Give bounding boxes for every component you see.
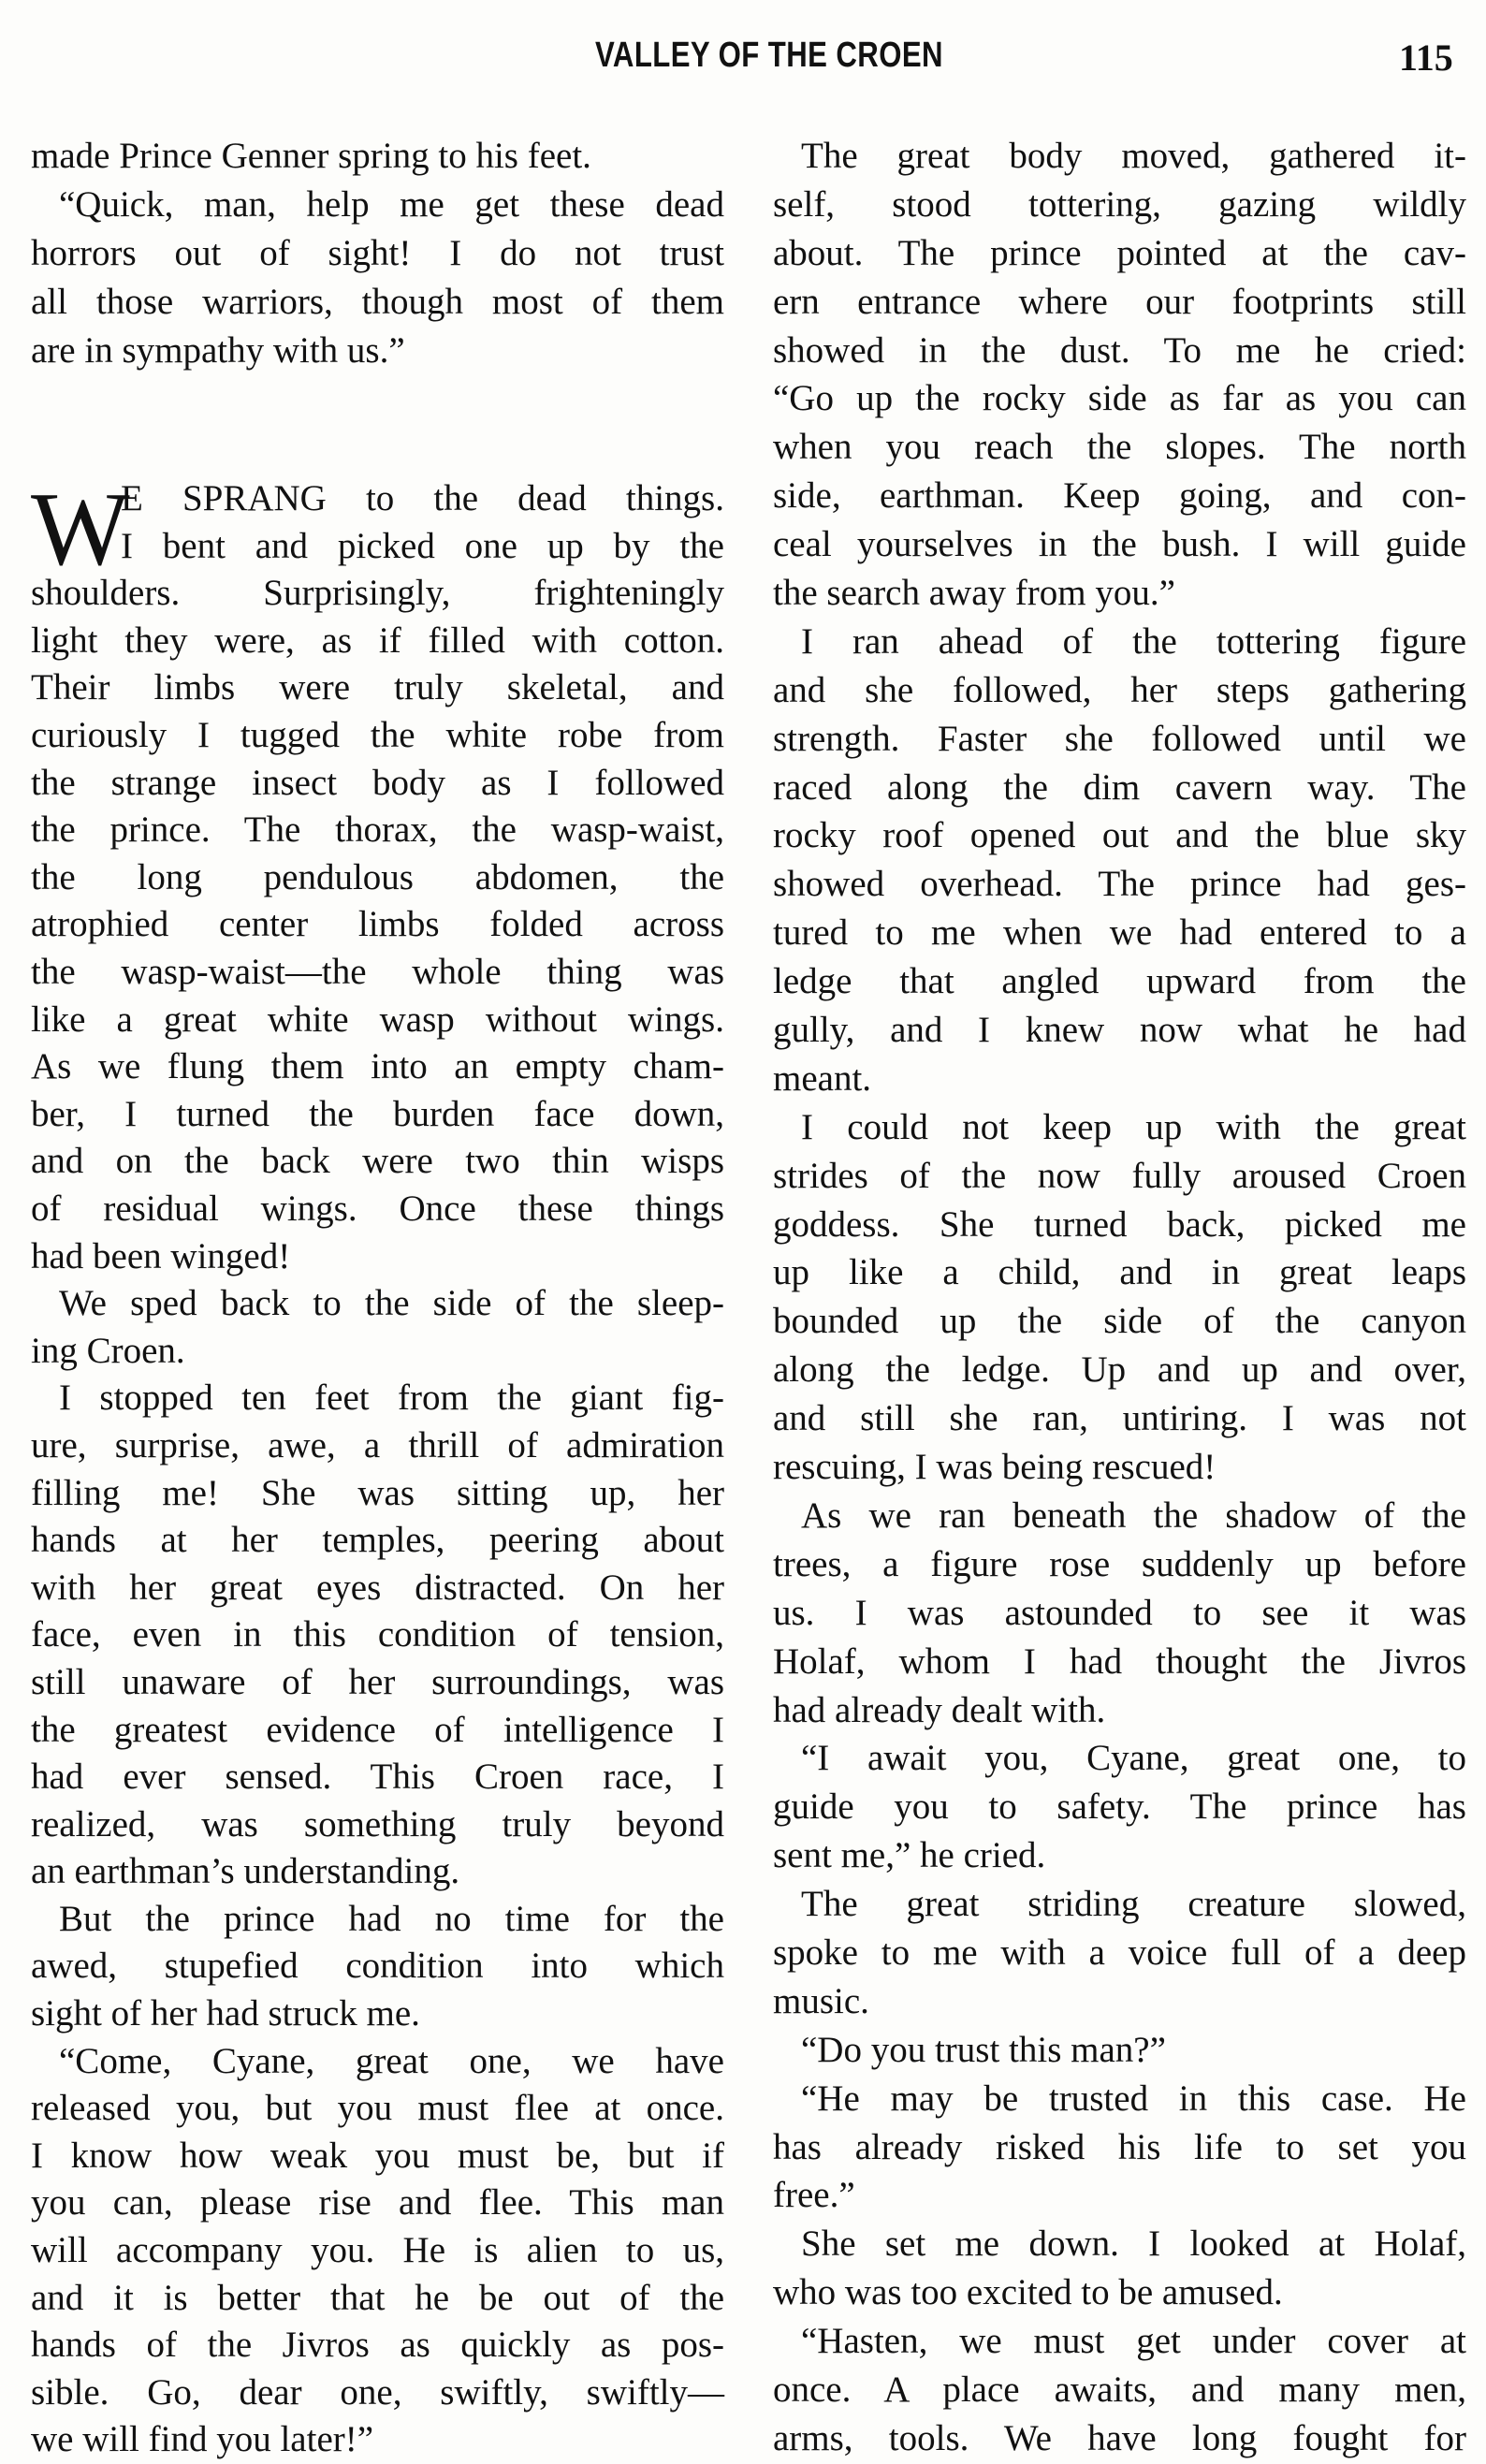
- text-line: tured to me when we had entered to a: [773, 912, 1466, 954]
- text-line: hands of the Jivros as quickly as pos-: [31, 2325, 724, 2366]
- paragraph: [773, 1103, 1466, 1492]
- text-line: had already dealt with.: [773, 1689, 1106, 1730]
- text-line: goddess. She turned back, picked me: [773, 1203, 1466, 1245]
- left-column-bottom: [31, 472, 724, 2464]
- text-line: an earthman’s understanding.: [31, 1851, 460, 1892]
- text-line: had been winged!: [31, 1235, 291, 1276]
- paragraph: [773, 2317, 1466, 2463]
- text-line: and still she ran, untiring. I was not: [773, 1398, 1466, 1439]
- text-line: curiously I tugged the white robe from: [31, 715, 724, 756]
- text-line: self, stood tottering, gazing wildly: [773, 183, 1466, 225]
- text-line: “Hasten, we must get under cover at: [801, 2321, 1466, 2362]
- text-line: ing Croen.: [31, 1330, 185, 1371]
- text-line: bounded up the side of the canyon: [773, 1301, 1466, 1342]
- text-line: Holaf, whom I had thought the Jivros: [773, 1640, 1466, 1682]
- text-line: shoulders. Surprisingly, frighteningly: [31, 573, 724, 614]
- text-line: free.”: [773, 2175, 855, 2216]
- text-line: As we ran beneath the shadow of the: [801, 1494, 1466, 1536]
- text-line: meant.: [773, 1057, 872, 1099]
- text-line: you can, please rise and flee. This man: [31, 2182, 724, 2223]
- text-line: ledge that angled upward from the: [773, 961, 1466, 1002]
- paragraph: [31, 181, 724, 375]
- text-line: “Do you trust this man?”: [801, 2029, 1166, 2070]
- paragraph: [31, 1896, 724, 2038]
- text-line: once. A place awaits, and many men,: [773, 2369, 1466, 2410]
- text-line: and she followed, her steps gathering: [773, 669, 1466, 710]
- text-line: released you, but you must flee at once.: [31, 2088, 724, 2129]
- text-line: Their limbs were truly skeletal, and: [31, 667, 724, 708]
- text-line: “Go up the rocky side as far as you can: [773, 378, 1466, 419]
- text-line: The great striding creature slowed,: [801, 1884, 1466, 1925]
- text-line: still unaware of her surroundings, was: [31, 1661, 724, 1702]
- text-line: music.: [773, 1980, 869, 2021]
- text-line: the prince. The thorax, the wasp-waist,: [31, 809, 724, 851]
- paragraph: [31, 472, 724, 1280]
- text-line: strength. Faster she followed until we: [773, 718, 1466, 759]
- text-line: when you reach the slopes. The north: [773, 427, 1466, 468]
- paragraph: [773, 2075, 1466, 2221]
- right-column: [773, 132, 1466, 2463]
- text-line: ceal yourselves in the bush. I will guide: [773, 524, 1466, 565]
- text-line: “Quick, man, help me get these dead: [59, 183, 724, 225]
- text-line: showed overhead. The prince had ges-: [773, 864, 1466, 905]
- text-line: gully, and I knew now what he had: [773, 1010, 1466, 1051]
- paragraph: [773, 1880, 1466, 2026]
- text-line: will accompany you. He is alien to us,: [31, 2230, 724, 2271]
- text-line: rescuing, I was being rescued!: [773, 1447, 1216, 1488]
- running-header: [0, 36, 1486, 84]
- text-line: had ever sensed. This Croen race, I: [31, 1757, 724, 1798]
- text-line: But the prince had no time for the: [59, 1898, 724, 1939]
- text-line: The great body moved, gathered it-: [801, 136, 1466, 176]
- text-line: of residual wings. Once these things: [31, 1188, 724, 1229]
- text-line: and on the back were two thin wisps: [31, 1141, 724, 1182]
- paragraph: [773, 618, 1466, 1103]
- text-line: We sped back to the side of the sleep-: [59, 1283, 724, 1324]
- text-line: the wasp-waist—the whole thing was: [31, 952, 724, 992]
- text-line: As we flung them into an empty cham-: [31, 1046, 724, 1087]
- text-line: rocky roof opened out and the blue sky: [773, 815, 1466, 856]
- left-column-top: [31, 132, 724, 374]
- text-line: I ran ahead of the tottering figure: [801, 620, 1466, 662]
- text-line: trees, a figure rose suddenly up before: [773, 1543, 1466, 1584]
- text-line: made Prince Genner spring to his feet.: [31, 136, 591, 176]
- drop-cap: W: [31, 472, 130, 589]
- text-line: filling me! She was sitting up, her: [31, 1472, 724, 1513]
- text-line: “Come, Cyane, great one, we have: [59, 2040, 724, 2081]
- text-line: who was too excited to be amused.: [773, 2272, 1283, 2313]
- running-title: VALLEY OF THE CROEN: [595, 36, 943, 75]
- text-line: “I await you, Cyane, great one, to: [801, 1738, 1466, 1779]
- text-line: showed in the dust. To me he cried:: [773, 329, 1466, 371]
- text-line: awed, stupefied condition into which: [31, 1946, 724, 1987]
- text-line: E SPRANG to the dead things.: [121, 478, 724, 519]
- text-line: the greatest evidence of intelligence I: [31, 1709, 724, 1750]
- paragraph: [773, 132, 1466, 618]
- text-line: I bent and picked one up by the: [121, 525, 724, 566]
- text-line: the long pendulous abdomen, the: [31, 856, 724, 897]
- paragraph: [31, 1280, 724, 1375]
- text-line: I know how weak you must be, but if: [31, 2135, 724, 2176]
- text-line: face, even in this condition of tension,: [31, 1614, 724, 1655]
- text-line: all those warriors, though most of them: [31, 281, 724, 322]
- text-line: about. The prince pointed at the cav-: [773, 232, 1466, 273]
- text-line: us. I was astounded to see it was: [773, 1592, 1466, 1633]
- text-line: ern entrance where our footprints still: [773, 281, 1466, 322]
- text-line: with her great eyes distracted. On her: [31, 1567, 724, 1608]
- text-line: guide you to safety. The prince has: [773, 1786, 1466, 1828]
- text-line: realized, was something truly beyond: [31, 1803, 724, 1844]
- text-line: sight of her had struck me.: [31, 1993, 420, 2034]
- text-line: raced along the dim cavern way. The: [773, 766, 1466, 808]
- text-line: sent me,” he cried.: [773, 1835, 1046, 1876]
- text-line: are in sympathy with us.”: [31, 329, 405, 371]
- paragraph: [773, 1492, 1466, 1734]
- text-line: I stopped ten feet from the giant fig-: [59, 1378, 724, 1419]
- text-line: hands at her temples, peering about: [31, 1520, 724, 1561]
- paragraph: [773, 2220, 1466, 2317]
- text-line: has already risked his life to set you: [773, 2126, 1466, 2167]
- text-line: horrors out of sight! I do not trust: [31, 232, 724, 273]
- paragraph: [773, 1734, 1466, 1880]
- text-line: we will find you later!”: [31, 2419, 374, 2460]
- text-line: strides of the now fully aroused Croen: [773, 1155, 1466, 1196]
- text-line: arms, tools. We have long fought for: [773, 2417, 1466, 2458]
- text-line: the search away from you.”: [773, 573, 1175, 614]
- text-line: She set me down. I looked at Holaf,: [801, 2223, 1466, 2265]
- text-line: sible. Go, dear one, swiftly, swiftly—: [31, 2371, 724, 2413]
- page-number: 115: [1399, 36, 1453, 79]
- paragraph: [31, 132, 724, 181]
- text-line: along the ledge. Up and up and over,: [773, 1349, 1466, 1391]
- text-line: up like a child, and in great leaps: [773, 1252, 1466, 1293]
- text-line: light they were, as if filled with cotton.: [31, 620, 724, 661]
- text-line: and it is better that he be out of the: [31, 2277, 724, 2318]
- text-line: ber, I turned the burden face down,: [31, 1093, 724, 1134]
- text-line: side, earthman. Keep going, and con-: [773, 475, 1466, 517]
- text-line: the strange insect body as I followed: [31, 762, 724, 803]
- text-line: atrophied center limbs folded across: [31, 904, 724, 945]
- text-line: ure, surprise, awe, a thrill of admiration: [31, 1424, 724, 1465]
- paragraph: [31, 1375, 724, 1896]
- text-line: “He may be trusted in this case. He: [801, 2078, 1466, 2119]
- text-line: like a great white wasp without wings.: [31, 999, 724, 1040]
- text-line: I could not keep up with the great: [801, 1106, 1466, 1147]
- text-line: spoke to me with a voice full of a deep: [773, 1932, 1466, 1973]
- paragraph: [31, 2038, 724, 2464]
- paragraph: [773, 2026, 1466, 2075]
